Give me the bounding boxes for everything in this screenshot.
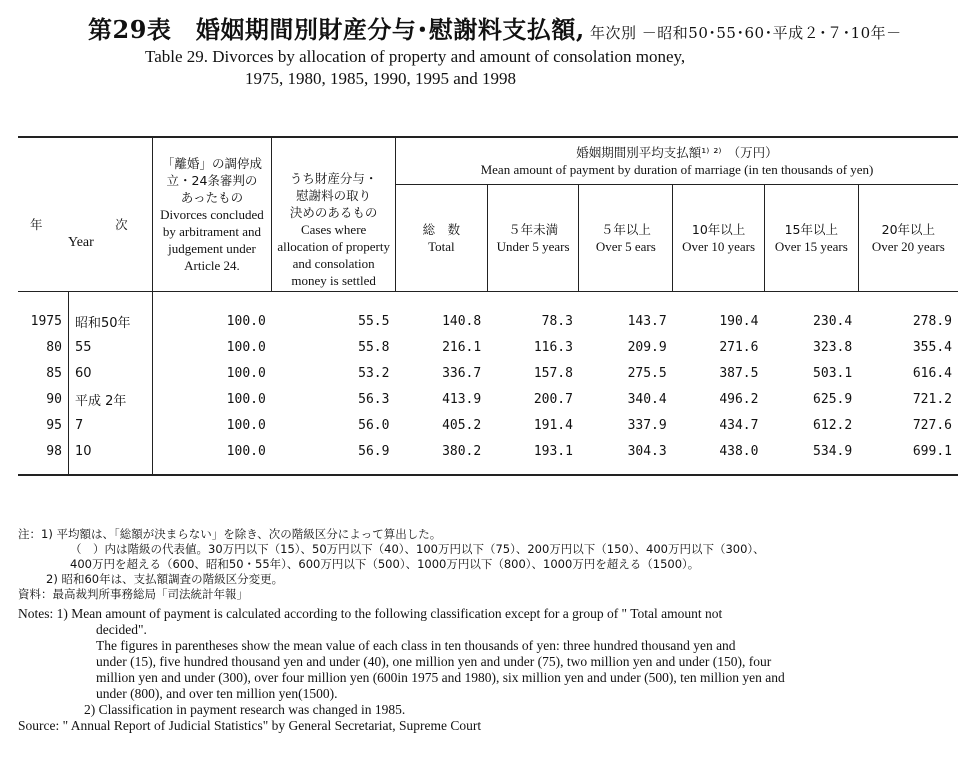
value-cell: 55.5 (358, 313, 390, 329)
subcol-over20: 20年以上 Over 20 years (858, 185, 958, 292)
value-cell: 78.3 (541, 313, 573, 329)
year-cell: 80 (18, 334, 68, 360)
value-cell: 53.2 (358, 365, 390, 381)
value-cell: 56.0 (358, 417, 390, 433)
title-en-line2: 1975, 1980, 1985, 1990, 1995 and 1998 (245, 69, 517, 88)
value-cell: 534.9 (764, 438, 858, 475)
year-cell: 85 (18, 360, 68, 386)
note-en-1d: under (15), five hundred thousand yen and under (40), one million yen and under (75), two million yen and under (150), four (96, 654, 772, 669)
value-cell: 56.3 (358, 391, 390, 407)
note-en-1c: The figures in parentheses show the mean value of each class in ten thousands of yen: three hundred thousand yen and (96, 638, 736, 653)
value-cell: 496.2 (719, 391, 759, 407)
note-en-1f: under (800), and over ten million yen(1500). (96, 686, 338, 701)
subcol-under5: ５年未満 Under 5 years (487, 185, 579, 292)
value-cell: 230.4 (813, 313, 853, 329)
value-cell: 503.1 (813, 365, 853, 381)
note-jp-2: 2) 昭和60年は、支払額調査の階級区分変更。 (46, 572, 284, 586)
era-cell: 55 (68, 334, 152, 360)
note-en-1e: million yen and under (300), over four million yen (600in 1975 and 1980), six million yen and under (500), ten million yen and (96, 670, 785, 685)
table-row (18, 438, 958, 475)
era-cell: 平成 2年 (68, 386, 152, 412)
era-cell: 60 (68, 360, 152, 386)
subcol-over15: 15年以上 Over 15 years (764, 185, 858, 292)
value-cell: 625.9 (813, 391, 853, 407)
era-cell: 10 (68, 438, 152, 475)
value-cell: 727.6 (912, 417, 952, 433)
title-jp-main: 第29表 婚姻期間別財産分与･慰謝料支払額, (88, 15, 585, 44)
table-row (18, 334, 958, 360)
page-title-jp (88, 10, 902, 45)
mean-amount-group-header: 婚姻期間別平均支払額¹⁾ ²⁾ （万円） Mean amount of payment by duration of marriage (in ten thousands of yen) (395, 137, 958, 185)
title-en-line1: Table 29. Divorces by allocation of property and amount of consolation money, (145, 47, 686, 66)
source-en: Source: " Annual Report of Judicial Statistics" by General Secretariat, Supreme Court (18, 718, 482, 733)
cases-settled-header: うち財産分与・ 慰謝料の取り 決めのあるもの Cases where allocation of property and consolation money is settled (272, 137, 396, 292)
value-cell: 116.3 (533, 339, 573, 355)
year-cell: 90 (18, 386, 68, 412)
value-cell: 100.0 (226, 339, 266, 355)
table-row (18, 360, 958, 386)
subcol-over10: 10年以上 Over 10 years (673, 185, 765, 292)
notes-section (18, 527, 958, 734)
divorces-concluded-header: 「離婚」の調停成 立・24条審判の あったもの Divorces concluded by arbitrament and judgement under Article 24. (152, 137, 272, 292)
value-cell: 209.9 (627, 339, 667, 355)
value-cell: 100.0 (226, 365, 266, 381)
value-cell: 438.0 (673, 438, 765, 475)
note-jp-1: 注：1) 平均額は、「総額が決まらない」を除き、次の階級区分によって算出した。 (18, 527, 442, 541)
note-jp-1c: 400万円を超える（600、昭和50・55年）、600万円以下（500）、1000万円以下（800）、1000万円を超える（1500）。 (70, 557, 700, 571)
value-cell: 337.9 (627, 417, 667, 433)
value-cell: 340.4 (627, 391, 667, 407)
value-cell: 355.4 (912, 339, 952, 355)
value-cell: 380.2 (395, 438, 487, 475)
value-cell: 200.7 (533, 391, 573, 407)
note-en-1: Notes: 1) Mean amount of payment is calculated according to the following classification except for a group of " Total amount not (18, 606, 723, 621)
value-cell: 193.1 (487, 438, 579, 475)
value-cell: 387.5 (719, 365, 759, 381)
note-en-1b: decided". (96, 622, 147, 637)
year-cell: 98 (18, 438, 68, 475)
value-cell: 216.1 (442, 339, 482, 355)
value-cell: 56.9 (272, 438, 396, 475)
value-cell: 55.8 (358, 339, 390, 355)
subcol-over5: ５年以上 Over 5 ears (579, 185, 673, 292)
statistics-table (18, 136, 958, 476)
value-cell: 191.4 (533, 417, 573, 433)
value-cell: 278.9 (912, 313, 952, 329)
year-cell: 95 (18, 412, 68, 438)
value-cell: 721.2 (912, 391, 952, 407)
value-cell: 336.7 (442, 365, 482, 381)
table-row (18, 292, 958, 335)
year-header: 年 次 Year (18, 137, 152, 292)
value-cell: 304.3 (579, 438, 673, 475)
page-title-en (145, 46, 685, 90)
table-row (18, 412, 958, 438)
value-cell: 616.4 (912, 365, 952, 381)
value-cell: 157.8 (533, 365, 573, 381)
value-cell: 699.1 (858, 438, 958, 475)
table-row (18, 386, 958, 412)
subcol-total: 総 数 Total (395, 185, 487, 292)
value-cell: 405.2 (442, 417, 482, 433)
value-cell: 413.9 (442, 391, 482, 407)
value-cell: 323.8 (813, 339, 853, 355)
value-cell: 140.8 (442, 313, 482, 329)
value-cell: 100.0 (226, 391, 266, 407)
title-jp-sub: 年次別 －昭和50･55･60･平成２･７･10年－ (584, 24, 902, 42)
value-cell: 190.4 (719, 313, 759, 329)
value-cell: 143.7 (627, 313, 667, 329)
value-cell: 100.0 (152, 438, 272, 475)
value-cell: 271.6 (719, 339, 759, 355)
era-cell: 昭和50年 (68, 292, 152, 335)
value-cell: 100.0 (226, 313, 266, 329)
value-cell: 434.7 (719, 417, 759, 433)
value-cell: 275.5 (627, 365, 667, 381)
source-jp: 資料：最高裁判所事務総局「司法統計年報」 (18, 587, 248, 601)
note-jp-1b: （ ）内は階級の代表値。30万円以下（15）、50万円以下（40）、100万円以下（75）、200万円以下（150）、400万円以下（300）、 (70, 542, 765, 556)
era-cell: 7 (68, 412, 152, 438)
value-cell: 612.2 (813, 417, 853, 433)
note-en-2: 2) Classification in payment research was changed in 1985. (84, 702, 406, 717)
value-cell: 100.0 (226, 417, 266, 433)
year-cell: 1975 (18, 292, 68, 335)
